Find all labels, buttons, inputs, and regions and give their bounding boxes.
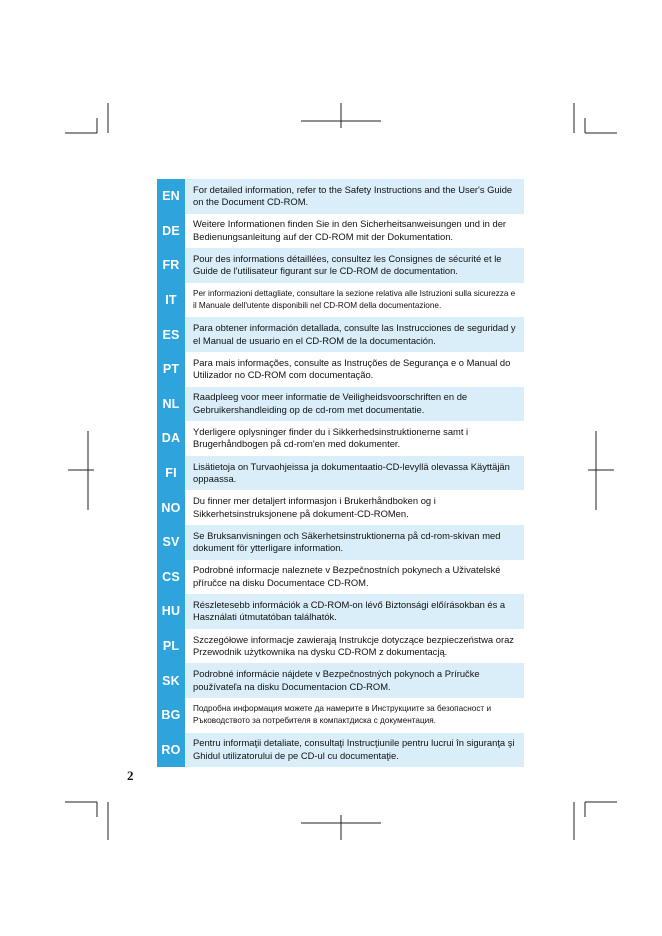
lang-row-cs [157, 560, 524, 595]
lang-text: Yderligere oplysninger finder du i Sikkerhedsinstruktionerne samt i Brugerhåndbogen på cd-rom'en med dokumenter. [185, 421, 524, 456]
lang-row-sk [157, 663, 524, 698]
lang-code: ES [157, 317, 185, 352]
lang-row-hu [157, 594, 524, 629]
lang-code: CS [157, 560, 185, 595]
lang-row-fi [157, 456, 524, 491]
lang-code: SK [157, 663, 185, 698]
lang-text: Du finner mer detaljert informasjon i Brukerhåndboken og i Sikkerhetsinstruksjonene på dokument-CD-ROMen. [185, 490, 524, 525]
lang-row-en [157, 179, 524, 214]
lang-code: PL [157, 629, 185, 664]
lang-code: EN [157, 179, 185, 214]
lang-text: Para obtener información detallada, consulte las Instrucciones de seguridad y el Manual de usuario en el CD-ROM de la documentación. [185, 317, 524, 352]
lang-text: Pour des informations détaillées, consultez les Consignes de sécurité et le Guide de l'utilisateur figurant sur le CD-ROM de documentation. [185, 248, 524, 283]
lang-text: Para mais informações, consulte as Instruções de Segurança e o Manual do Utilizador no CD-ROM com documentação. [185, 352, 524, 387]
lang-code: SV [157, 525, 185, 560]
lang-text: Lisätietoja on Turvaohjeissa ja dokumentaatio-CD-levyllä olevassa Käyttäjän oppaassa. [185, 456, 524, 491]
lang-text: Podrobné informácie nájdete v Bezpečnostných pokynoch a Príručke používateľa na disku Documentacion CD-ROM. [185, 663, 524, 698]
lang-row-pt [157, 352, 524, 387]
lang-text: Szczegółowe informacje zawierają Instrukcje dotyczące bezpieczeństwa oraz Przewodnik użytkownika na dysku CD-ROM z dokumentacją. [185, 629, 524, 664]
lang-code: BG [157, 698, 185, 733]
lang-code: HU [157, 594, 185, 629]
lang-row-it [157, 283, 524, 318]
lang-row-pl [157, 629, 524, 664]
lang-row-nl [157, 387, 524, 422]
lang-code: DE [157, 214, 185, 249]
lang-row-sv [157, 525, 524, 560]
lang-code: IT [157, 283, 185, 318]
lang-row-bg [157, 698, 524, 733]
lang-text: For detailed information, refer to the Safety Instructions and the User's Guide on the Document CD-ROM. [185, 179, 524, 214]
lang-text: Подробна информация можете да намерите в Инструкциите за безопасност и Ръководството за потребителя в компактдиска с документация. [185, 698, 524, 733]
lang-row-es [157, 317, 524, 352]
lang-text: Pentru informaţii detaliate, consultaţi Instrucţiunile pentru lucrui în siguranţa şi Ghidul utilizatorului de pe CD-ul cu documentaţie. [185, 733, 524, 768]
lang-code: PT [157, 352, 185, 387]
lang-row-de [157, 214, 524, 249]
lang-code: FI [157, 456, 185, 491]
lang-code: NO [157, 490, 185, 525]
lang-row-da [157, 421, 524, 456]
lang-text: Részletesebb információk a CD-ROM-on lévő Biztonsági előírásokban és a Használati útmutatóban találhatók. [185, 594, 524, 629]
lang-text: Raadpleeg voor meer informatie de Veiligheidsvoorschriften en de Gebruikershandleiding op de cd-rom met documentatie. [185, 387, 524, 422]
lang-text: Podrobné informacje naleznete v Bezpečnostních pokynech a Uživatelské příručce na disku Documentace CD-ROM. [185, 560, 524, 595]
lang-code: FR [157, 248, 185, 283]
lang-text: Weitere Informationen finden Sie in den Sicherheitsanweisungen und in der Bedienungsanleitung auf der CD-ROM mit der Dokumentation. [185, 214, 524, 249]
lang-row-no [157, 490, 524, 525]
page-number: 2 [127, 768, 134, 783]
lang-code: NL [157, 387, 185, 422]
lang-row-fr [157, 248, 524, 283]
lang-row-ro [157, 733, 524, 768]
lang-text: Se Bruksanvisningen och Säkerhetsinstruktionerna på cd-rom-skivan med dokument för ytterligare information. [185, 525, 524, 560]
lang-text: Per informazioni dettagliate, consultare la sezione relativa alle Istruzioni sulla sicurezza e il Manuale dell'utente disponibili nel CD-ROM della documentazione. [185, 283, 524, 318]
language-table [157, 179, 524, 767]
lang-code: RO [157, 733, 185, 768]
lang-code: DA [157, 421, 185, 456]
